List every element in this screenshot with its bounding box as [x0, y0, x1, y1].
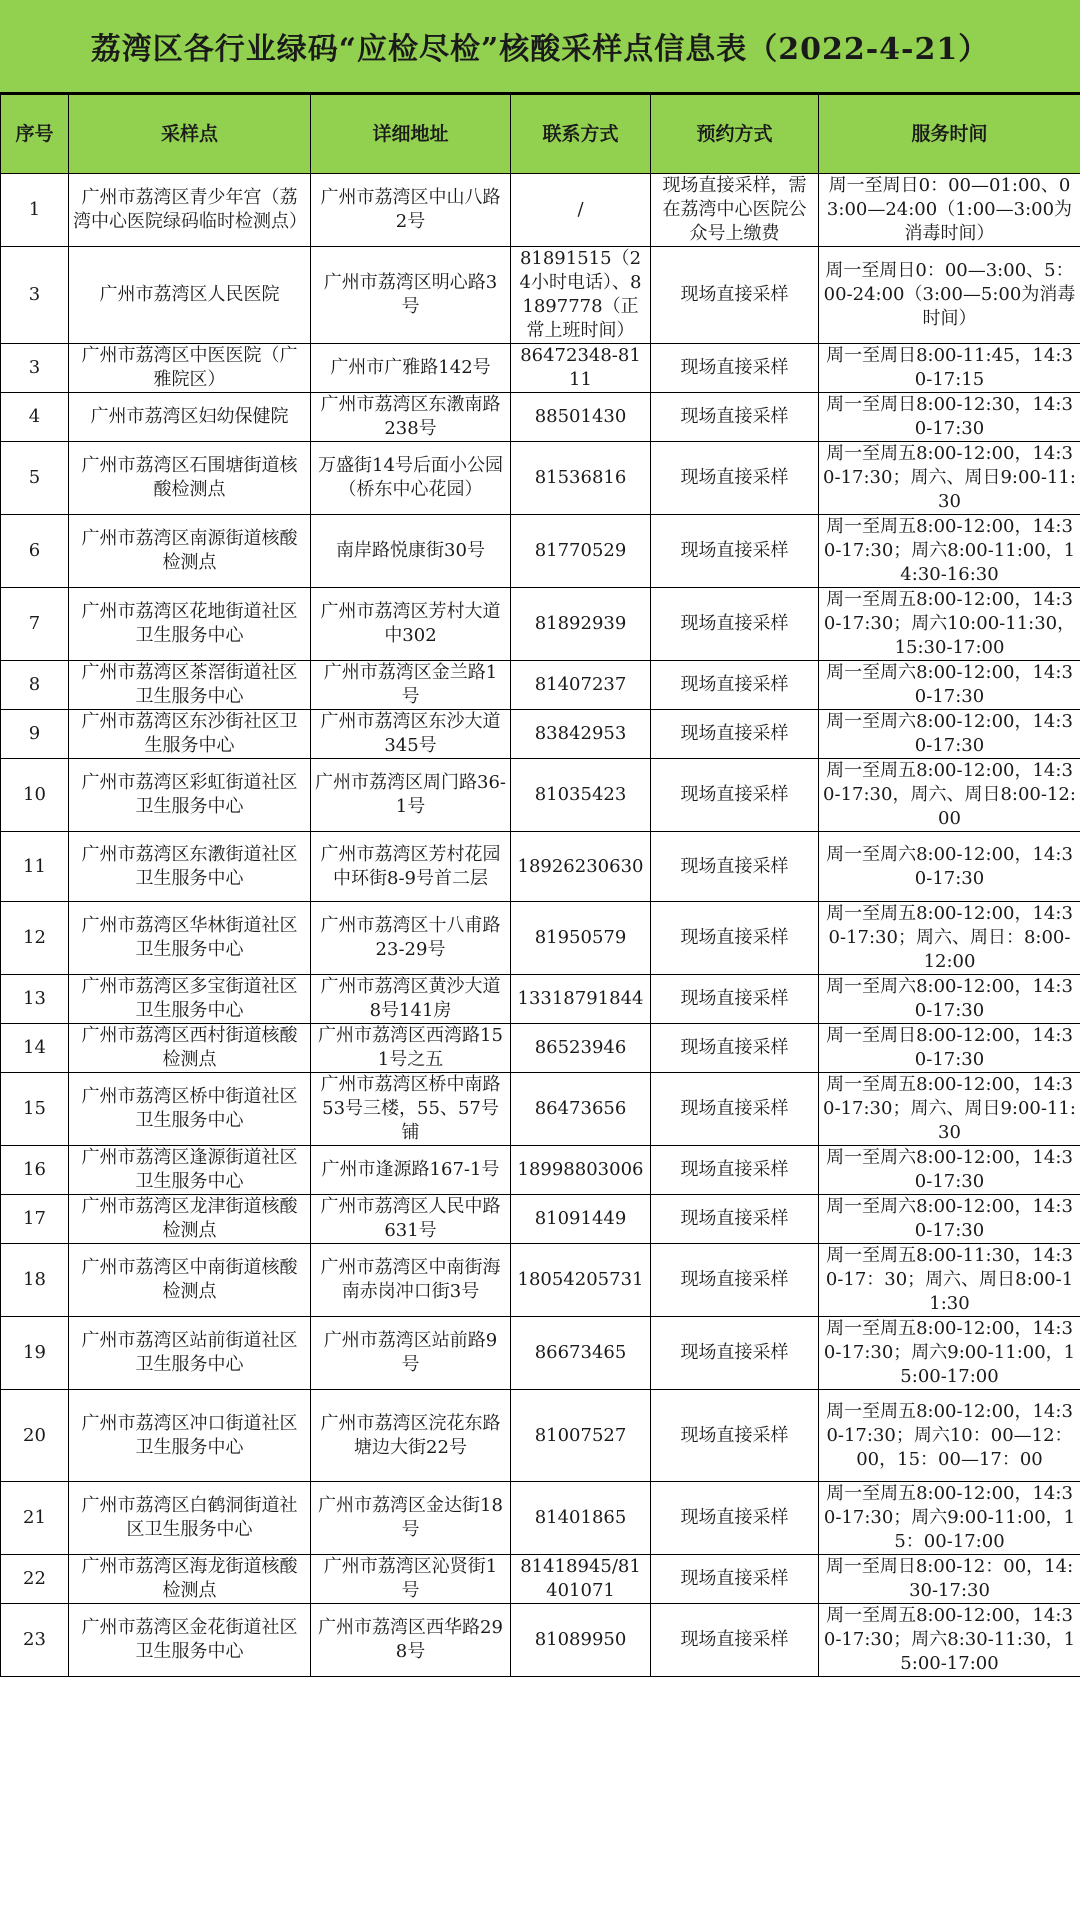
- cell-site: 广州市荔湾区站前街道社区卫生服务中心: [69, 1317, 311, 1390]
- cell-contact: 18926230630: [511, 832, 651, 902]
- cell-contact: 81536816: [511, 442, 651, 515]
- cell-contact: 86673465: [511, 1317, 651, 1390]
- cell-no: 4: [1, 393, 69, 442]
- cell-hours: 周一至周五8:00-12:00，14:30-17:30；周六8:00-11:00，14:30-16:30: [819, 515, 1080, 588]
- table-row: [1, 1024, 1080, 1073]
- cell-hours: 周一至周六8:00-12:00，14:30-17:30: [819, 710, 1080, 759]
- cell-contact: 81892939: [511, 588, 651, 661]
- cell-no: 22: [1, 1555, 69, 1604]
- cell-address: 广州市荔湾区中山八路2号: [311, 174, 511, 247]
- cell-site: 广州市荔湾区花地街道社区卫生服务中心: [69, 588, 311, 661]
- cell-no: 3: [1, 247, 69, 344]
- cell-no: 15: [1, 1073, 69, 1146]
- cell-site: 广州市荔湾区中南街道核酸检测点: [69, 1244, 311, 1317]
- cell-contact: 18998803006: [511, 1146, 651, 1195]
- header-address: 详细地址: [311, 95, 511, 174]
- cell-hours: 周一至周六8:00-12:00，14:30-17:30: [819, 975, 1080, 1024]
- cell-hours: 周一至周日8:00-12:00，14:30-17:30: [819, 1024, 1080, 1073]
- table-row: [1, 174, 1080, 247]
- table-row: [1, 442, 1080, 515]
- cell-no: 6: [1, 515, 69, 588]
- cell-site: 广州市荔湾区桥中街道社区卫生服务中心: [69, 1073, 311, 1146]
- header-site: 采样点: [69, 95, 311, 174]
- cell-address: 广州市荔湾区周门路36-1号: [311, 759, 511, 832]
- cell-hours: 周一至周日0：00—01:00、03:00—24:00（1:00—3:00为消毒时间）: [819, 174, 1080, 247]
- cell-booking: 现场直接采样: [651, 588, 819, 661]
- cell-contact: 81401865: [511, 1482, 651, 1555]
- cell-no: 19: [1, 1317, 69, 1390]
- cell-hours: 周一至周五8:00-12:00，14:30-17:30；周六10:00-11:30，15:30-17:00: [819, 588, 1080, 661]
- cell-no: 21: [1, 1482, 69, 1555]
- cell-contact: 81407237: [511, 661, 651, 710]
- cell-hours: 周一至周日8:00-12:30，14:30-17:30: [819, 393, 1080, 442]
- cell-booking: 现场直接采样: [651, 975, 819, 1024]
- cell-address: 广州市荔湾区站前路9号: [311, 1317, 511, 1390]
- cell-booking: 现场直接采样: [651, 1024, 819, 1073]
- cell-site: 广州市荔湾区青少年宫（荔湾中心医院绿码临时检测点）: [69, 174, 311, 247]
- cell-site: 广州市荔湾区石围塘街道核酸检测点: [69, 442, 311, 515]
- cell-hours: 周一至周五8:00-11:30，14:30-17：30；周六、周日8:00-11:30: [819, 1244, 1080, 1317]
- table-row: [1, 975, 1080, 1024]
- cell-booking: 现场直接采样: [651, 247, 819, 344]
- cell-site: 广州市荔湾区中医医院（广雅院区）: [69, 344, 311, 393]
- cell-address: 广州市荔湾区桥中南路53号三楼，55、57号铺: [311, 1073, 511, 1146]
- cell-no: 10: [1, 759, 69, 832]
- cell-contact: 81418945/81401071: [511, 1555, 651, 1604]
- table-row: [1, 1073, 1080, 1146]
- cell-booking: 现场直接采样: [651, 1244, 819, 1317]
- header-row: [1, 95, 1080, 174]
- table-row: [1, 1482, 1080, 1555]
- cell-address: 广州市荔湾区东沙大道345号: [311, 710, 511, 759]
- cell-hours: 周一至周五8:00-12:00，14:30-17:30；周六、周日9:00-11:30: [819, 1073, 1080, 1146]
- cell-address: 广州市荔湾区人民中路631号: [311, 1195, 511, 1244]
- cell-hours: 周一至周六8:00-12:00，14:30-17:30: [819, 661, 1080, 710]
- cell-booking: 现场直接采样: [651, 832, 819, 902]
- cell-contact: 88501430: [511, 393, 651, 442]
- header-booking: 预约方式: [651, 95, 819, 174]
- cell-hours: 周一至周六8:00-12:00，14:30-17:30: [819, 1146, 1080, 1195]
- cell-hours: 周一至周五8:00-12:00，14:30-17:30；周六9:00-11:00，15：00-17:00: [819, 1482, 1080, 1555]
- cell-no: 13: [1, 975, 69, 1024]
- table-row: [1, 588, 1080, 661]
- cell-hours: 周一至周五8:00-12:00，14:30-17:30；周六9:00-11:00，15:00-17:00: [819, 1317, 1080, 1390]
- cell-booking: 现场直接采样: [651, 1604, 819, 1677]
- cell-address: 广州市荔湾区沁贤街1号: [311, 1555, 511, 1604]
- cell-booking: 现场直接采样: [651, 1073, 819, 1146]
- cell-site: 广州市荔湾区逢源街道社区卫生服务中心: [69, 1146, 311, 1195]
- cell-hours: 周一至周五8:00-12:00，14:30-17:30；周六、周日9:00-11:30: [819, 442, 1080, 515]
- cell-address: 广州市荔湾区中南街海南赤岗冲口街3号: [311, 1244, 511, 1317]
- cell-booking: 现场直接采样: [651, 710, 819, 759]
- header-contact: 联系方式: [511, 95, 651, 174]
- table-row: [1, 1604, 1080, 1677]
- cell-site: 广州市荔湾区东沙街社区卫生服务中心: [69, 710, 311, 759]
- header-hours: 服务时间: [819, 95, 1080, 174]
- table-row: [1, 344, 1080, 393]
- cell-address: 广州市荔湾区金兰路1号: [311, 661, 511, 710]
- table-row: [1, 661, 1080, 710]
- cell-booking: 现场直接采样: [651, 1146, 819, 1195]
- cell-hours: 周一至周日8:00-11:45，14:30-17:15: [819, 344, 1080, 393]
- cell-address: 万盛街14号后面小公园（桥东中心花园）: [311, 442, 511, 515]
- table-row: [1, 247, 1080, 344]
- cell-address: 广州市荔湾区明心路3号: [311, 247, 511, 344]
- cell-address: 广州市荔湾区浣花东路塘边大街22号: [311, 1390, 511, 1482]
- cell-site: 广州市荔湾区人民医院: [69, 247, 311, 344]
- cell-no: 12: [1, 902, 69, 975]
- cell-site: 广州市荔湾区多宝街道社区卫生服务中心: [69, 975, 311, 1024]
- cell-address: 广州市荔湾区东漖南路238号: [311, 393, 511, 442]
- table-row: [1, 1146, 1080, 1195]
- header-no: 序号: [1, 95, 69, 174]
- cell-site: 广州市荔湾区白鹤洞街道社区卫生服务中心: [69, 1482, 311, 1555]
- cell-hours: 周一至周五8:00-12:00，14:30-17:30；周六8:30-11:30，15:00-17:00: [819, 1604, 1080, 1677]
- cell-contact: 81891515（24小时电话）、81897778（正常上班时间）: [511, 247, 651, 344]
- cell-no: 3: [1, 344, 69, 393]
- cell-site: 广州市荔湾区西村街道核酸检测点: [69, 1024, 311, 1073]
- table-row: [1, 710, 1080, 759]
- cell-site: 广州市荔湾区茶滘街道社区卫生服务中心: [69, 661, 311, 710]
- cell-booking: 现场直接采样: [651, 1482, 819, 1555]
- cell-contact: 86523946: [511, 1024, 651, 1073]
- cell-booking: 现场直接采样: [651, 393, 819, 442]
- cell-no: 20: [1, 1390, 69, 1482]
- cell-no: 1: [1, 174, 69, 247]
- cell-booking: 现场直接采样: [651, 1390, 819, 1482]
- table-row: [1, 1555, 1080, 1604]
- cell-address: 广州市荔湾区芳村大道中302: [311, 588, 511, 661]
- cell-hours: 周一至周五8:00-12:00，14:30-17:30，周六、周日8:00-12:00: [819, 759, 1080, 832]
- cell-site: 广州市荔湾区冲口街道社区卫生服务中心: [69, 1390, 311, 1482]
- cell-hours: 周一至周六8:00-12:00，14:30-17:30: [819, 832, 1080, 902]
- cell-contact: 83842953: [511, 710, 651, 759]
- cell-contact: 13318791844: [511, 975, 651, 1024]
- cell-booking: 现场直接采样: [651, 442, 819, 515]
- table-row: [1, 393, 1080, 442]
- cell-no: 16: [1, 1146, 69, 1195]
- page-title: 荔湾区各行业绿码“应检尽检”核酸采样点信息表（2022-4-21）: [90, 32, 990, 67]
- cell-site: 广州市荔湾区妇幼保健院: [69, 393, 311, 442]
- title-bar: [0, 0, 1080, 94]
- cell-contact: 86473656: [511, 1073, 651, 1146]
- cell-hours: 周一至周五8:00-12:00，14:30-17:30；周六、周日：8:00-12:00: [819, 902, 1080, 975]
- cell-contact: 81089950: [511, 1604, 651, 1677]
- table-row: [1, 759, 1080, 832]
- table-row: [1, 1195, 1080, 1244]
- table-row: [1, 515, 1080, 588]
- cell-no: 23: [1, 1604, 69, 1677]
- cell-address: 广州市荔湾区芳村花园中环街8-9号首二层: [311, 832, 511, 902]
- table-row: [1, 1317, 1080, 1390]
- cell-no: 17: [1, 1195, 69, 1244]
- cell-booking: 现场直接采样: [651, 902, 819, 975]
- table-row: [1, 832, 1080, 902]
- cell-contact: /: [511, 174, 651, 247]
- cell-booking: 现场直接采样: [651, 1195, 819, 1244]
- cell-site: 广州市荔湾区彩虹街道社区卫生服务中心: [69, 759, 311, 832]
- cell-booking: 现场直接采样: [651, 759, 819, 832]
- cell-booking: 现场直接采样: [651, 515, 819, 588]
- cell-booking: 现场直接采样: [651, 1555, 819, 1604]
- cell-booking: 现场直接采样: [651, 1317, 819, 1390]
- cell-booking: 现场直接采样，需在荔湾中心医院公众号上缴费: [651, 174, 819, 247]
- cell-contact: 81091449: [511, 1195, 651, 1244]
- table-body: [1, 174, 1080, 1677]
- cell-no: 14: [1, 1024, 69, 1073]
- cell-address: 广州市荔湾区金达街18号: [311, 1482, 511, 1555]
- cell-no: 5: [1, 442, 69, 515]
- cell-contact: 81770529: [511, 515, 651, 588]
- cell-hours: 周一至周日0：00—3:00、5：00-24:00（3:00—5:00为消毒时间）: [819, 247, 1080, 344]
- cell-address: 广州市荔湾区西华路298号: [311, 1604, 511, 1677]
- table-row: [1, 1244, 1080, 1317]
- table-row: [1, 902, 1080, 975]
- cell-contact: 18054205731: [511, 1244, 651, 1317]
- cell-address: 广州市逢源路167-1号: [311, 1146, 511, 1195]
- cell-site: 广州市荔湾区华林街道社区卫生服务中心: [69, 902, 311, 975]
- cell-contact: 86472348-8111: [511, 344, 651, 393]
- sampling-sites-table: [0, 94, 1080, 1677]
- cell-contact: 81007527: [511, 1390, 651, 1482]
- cell-contact: 81950579: [511, 902, 651, 975]
- cell-hours: 周一至周六8:00-12:00，14:30-17:30: [819, 1195, 1080, 1244]
- cell-booking: 现场直接采样: [651, 344, 819, 393]
- cell-no: 8: [1, 661, 69, 710]
- cell-site: 广州市荔湾区金花街道社区卫生服务中心: [69, 1604, 311, 1677]
- cell-no: 18: [1, 1244, 69, 1317]
- cell-no: 9: [1, 710, 69, 759]
- cell-no: 7: [1, 588, 69, 661]
- cell-hours: 周一至周五8:00-12:00，14:30-17:30；周六10：00—12：00，15：00—17：00: [819, 1390, 1080, 1482]
- cell-address: 广州市荔湾区黄沙大道8号141房: [311, 975, 511, 1024]
- table-row: [1, 1390, 1080, 1482]
- cell-no: 11: [1, 832, 69, 902]
- cell-booking: 现场直接采样: [651, 661, 819, 710]
- cell-address: 南岸路悦康街30号: [311, 515, 511, 588]
- cell-address: 广州市荔湾区西湾路151号之五: [311, 1024, 511, 1073]
- cell-site: 广州市荔湾区海龙街道核酸检测点: [69, 1555, 311, 1604]
- cell-hours: 周一至周日8:00-12：00，14:30-17:30: [819, 1555, 1080, 1604]
- cell-site: 广州市荔湾区南源街道核酸检测点: [69, 515, 311, 588]
- cell-contact: 81035423: [511, 759, 651, 832]
- cell-address: 广州市广雅路142号: [311, 344, 511, 393]
- cell-site: 广州市荔湾区龙津街道核酸检测点: [69, 1195, 311, 1244]
- cell-site: 广州市荔湾区东漖街道社区卫生服务中心: [69, 832, 311, 902]
- cell-address: 广州市荔湾区十八甫路23-29号: [311, 902, 511, 975]
